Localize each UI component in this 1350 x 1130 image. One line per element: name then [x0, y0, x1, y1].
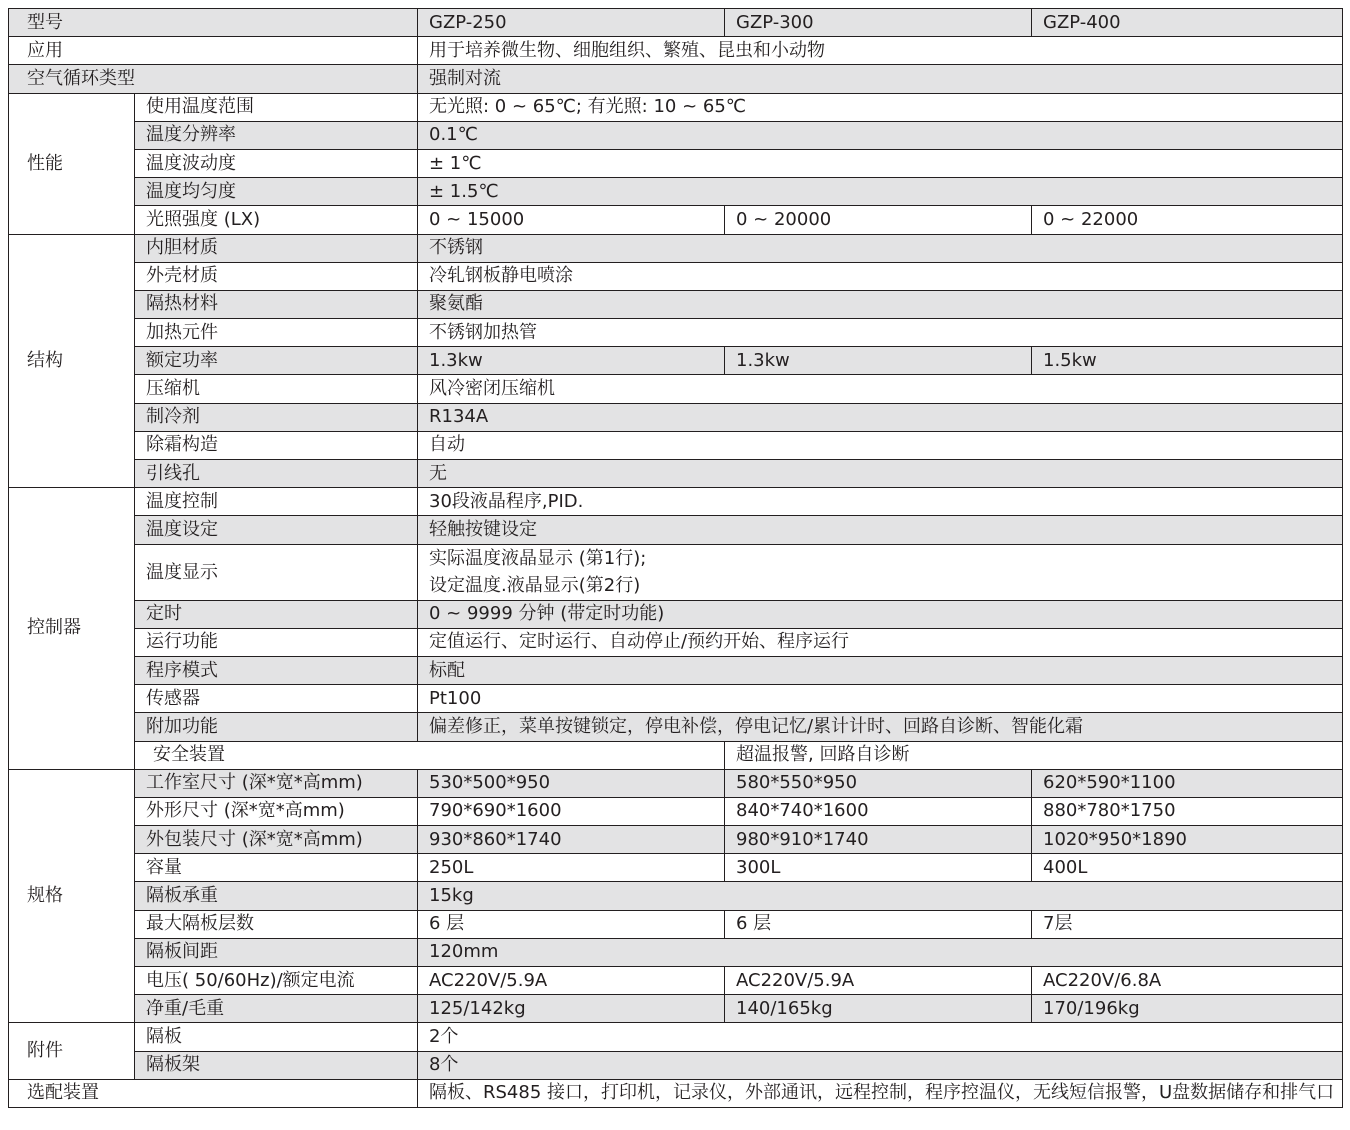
- value-cell: 930*860*1740: [418, 826, 725, 854]
- value-cell: 300L: [725, 854, 1032, 882]
- value-cell: 自动: [418, 431, 1343, 459]
- spec-table-body: [9, 9, 1343, 1108]
- value-cell: 980*910*1740: [725, 826, 1032, 854]
- row-label: 制冷剂: [135, 403, 418, 431]
- table-row: [9, 685, 1343, 713]
- table-row: [9, 347, 1343, 375]
- value-cell: 880*780*1750: [1032, 797, 1343, 825]
- spec-table: [8, 8, 1343, 1108]
- table-row: [9, 628, 1343, 656]
- value-cell: 无光照: 0 ~ 65℃; 有光照: 10 ~ 65℃: [418, 93, 1343, 121]
- row-label: 隔板: [135, 1023, 418, 1051]
- value-cell: 偏差修正，菜单按键锁定，停电补偿，停电记忆/累计计时、回路自诊断、智能化霜: [418, 713, 1343, 741]
- value-cell: AC220V/5.9A: [418, 967, 725, 995]
- value-line: 设定温度.液晶显示(第2行): [429, 575, 641, 597]
- row-label: 除霜构造: [135, 431, 418, 459]
- value-cell: 0.1℃: [418, 121, 1343, 149]
- row-label: 引线孔: [135, 460, 418, 488]
- value-cell: 1.3kw: [725, 347, 1032, 375]
- table-row: [9, 1051, 1343, 1079]
- row-label: 运行功能: [135, 628, 418, 656]
- row-label: 选配装置: [9, 1079, 418, 1107]
- table-row: [9, 544, 1343, 600]
- category-label: 结构: [9, 234, 135, 488]
- value-cell: 不锈钢加热管: [418, 319, 1343, 347]
- row-label: 使用温度范围: [135, 93, 418, 121]
- value-cell: 7层: [1032, 910, 1343, 938]
- row-label: 外壳材质: [135, 262, 418, 290]
- row-label: 温度均匀度: [135, 178, 418, 206]
- table-row: [9, 178, 1343, 206]
- value-cell: 400L: [1032, 854, 1343, 882]
- value-cell: 不锈钢: [418, 234, 1343, 262]
- value-cell: GZP-400: [1032, 9, 1343, 37]
- value-cell: 8个: [418, 1051, 1343, 1079]
- row-label: 温度波动度: [135, 149, 418, 177]
- row-label: 隔板间距: [135, 938, 418, 966]
- row-label: 净重/毛重: [135, 995, 418, 1023]
- value-cell: 标配: [418, 656, 1343, 684]
- row-label: 安全装置: [135, 741, 725, 769]
- row-label: 压缩机: [135, 375, 418, 403]
- table-row: [9, 1079, 1343, 1107]
- row-label: 隔热材料: [135, 290, 418, 318]
- table-row: [9, 600, 1343, 628]
- value-cell: AC220V/6.8A: [1032, 967, 1343, 995]
- value-cell: 0 ~ 15000: [418, 206, 725, 234]
- table-row: [9, 121, 1343, 149]
- category-label: 控制器: [9, 488, 135, 770]
- row-label: 应用: [9, 37, 418, 65]
- table-row: [9, 431, 1343, 459]
- row-label: 温度控制: [135, 488, 418, 516]
- row-label: 程序模式: [135, 656, 418, 684]
- row-label: 光照强度 (LX): [135, 206, 418, 234]
- value-cell: 530*500*950: [418, 769, 725, 797]
- value-cell: 1.5kw: [1032, 347, 1343, 375]
- value-line: 实际温度液晶显示 (第1行);: [429, 548, 647, 570]
- value-cell: 无: [418, 460, 1343, 488]
- table-row: [9, 206, 1343, 234]
- row-label: 隔板承重: [135, 882, 418, 910]
- value-cell: 170/196kg: [1032, 995, 1343, 1023]
- table-row: [9, 488, 1343, 516]
- value-cell: ± 1.5℃: [418, 178, 1343, 206]
- table-row: [9, 995, 1343, 1023]
- value-cell: 0 ~ 20000: [725, 206, 1032, 234]
- row-label: 外包装尺寸 (深*宽*高mm): [135, 826, 418, 854]
- table-row: [9, 797, 1343, 825]
- table-row: [9, 375, 1343, 403]
- value-cell: 250L: [418, 854, 725, 882]
- table-row: [9, 460, 1343, 488]
- table-row: [9, 882, 1343, 910]
- value-cell: [418, 544, 1343, 600]
- table-row: [9, 826, 1343, 854]
- table-row: [9, 290, 1343, 318]
- row-label: 额定功率: [135, 347, 418, 375]
- value-cell: 0 ~ 9999 分钟 (带定时功能): [418, 600, 1343, 628]
- table-row: [9, 262, 1343, 290]
- row-label: 加热元件: [135, 319, 418, 347]
- category-label: 附件: [9, 1023, 135, 1079]
- value-cell: 125/142kg: [418, 995, 725, 1023]
- row-label: 温度设定: [135, 516, 418, 544]
- row-label: 附加功能: [135, 713, 418, 741]
- value-cell: GZP-250: [418, 9, 725, 37]
- value-cell: 1.3kw: [418, 347, 725, 375]
- value-cell: 140/165kg: [725, 995, 1032, 1023]
- value-cell: 120mm: [418, 938, 1343, 966]
- row-label: 传感器: [135, 685, 418, 713]
- table-row: [9, 403, 1343, 431]
- category-label: 性能: [9, 93, 135, 234]
- table-row: [9, 65, 1343, 93]
- row-label: 温度分辨率: [135, 121, 418, 149]
- value-cell: 30段液晶程序,PID.: [418, 488, 1343, 516]
- table-row: [9, 234, 1343, 262]
- table-row: [9, 910, 1343, 938]
- row-label: 内胆材质: [135, 234, 418, 262]
- row-label: 型号: [9, 9, 418, 37]
- table-row: [9, 319, 1343, 347]
- value-cell: 840*740*1600: [725, 797, 1032, 825]
- value-cell: 6 层: [725, 910, 1032, 938]
- value-cell: 6 层: [418, 910, 725, 938]
- table-row: [9, 93, 1343, 121]
- value-cell: Pt100: [418, 685, 1343, 713]
- table-row: [9, 37, 1343, 65]
- table-row: [9, 854, 1343, 882]
- table-row: [9, 656, 1343, 684]
- row-label: 外形尺寸 (深*宽*高mm): [135, 797, 418, 825]
- value-cell: 1020*950*1890: [1032, 826, 1343, 854]
- table-row: [9, 938, 1343, 966]
- row-label: 最大隔板层数: [135, 910, 418, 938]
- value-cell: 聚氨酯: [418, 290, 1343, 318]
- table-row: [9, 9, 1343, 37]
- row-label: 工作室尺寸 (深*宽*高mm): [135, 769, 418, 797]
- row-label: 电压( 50/60Hz)/额定电流: [135, 967, 418, 995]
- table-row: [9, 713, 1343, 741]
- table-row: [9, 516, 1343, 544]
- value-cell: 2个: [418, 1023, 1343, 1051]
- value-cell: 0 ~ 22000: [1032, 206, 1343, 234]
- row-label: 隔板架: [135, 1051, 418, 1079]
- value-cell: 轻触按键设定: [418, 516, 1343, 544]
- value-cell: ± 1℃: [418, 149, 1343, 177]
- value-cell: 790*690*1600: [418, 797, 725, 825]
- row-label: 容量: [135, 854, 418, 882]
- table-row: [9, 967, 1343, 995]
- row-label: 空气循环类型: [9, 65, 418, 93]
- value-cell: 15kg: [418, 882, 1343, 910]
- value-cell: R134A: [418, 403, 1343, 431]
- category-label: 规格: [9, 769, 135, 1023]
- table-row: [9, 1023, 1343, 1051]
- value-cell: AC220V/5.9A: [725, 967, 1032, 995]
- row-label: 定时: [135, 600, 418, 628]
- value-cell: 风冷密闭压缩机: [418, 375, 1343, 403]
- table-row: [9, 741, 1343, 769]
- value-cell: 620*590*1100: [1032, 769, 1343, 797]
- value-cell: 超温报警, 回路自诊断: [725, 741, 1343, 769]
- row-label: 温度显示: [135, 544, 418, 600]
- value-cell: 580*550*950: [725, 769, 1032, 797]
- value-cell: 强制对流: [418, 65, 1343, 93]
- table-row: [9, 149, 1343, 177]
- value-cell: 用于培养微生物、细胞组织、繁殖、昆虫和小动物: [418, 37, 1343, 65]
- table-row: [9, 769, 1343, 797]
- value-cell: 冷轧钢板静电喷涂: [418, 262, 1343, 290]
- value-cell: GZP-300: [725, 9, 1032, 37]
- value-cell: 定值运行、定时运行、自动停止/预约开始、程序运行: [418, 628, 1343, 656]
- value-cell: 隔板、RS485 接口，打印机，记录仪，外部通讯，远程控制，程序控温仪，无线短信报警，U盘数据储存和排气口: [418, 1079, 1343, 1107]
